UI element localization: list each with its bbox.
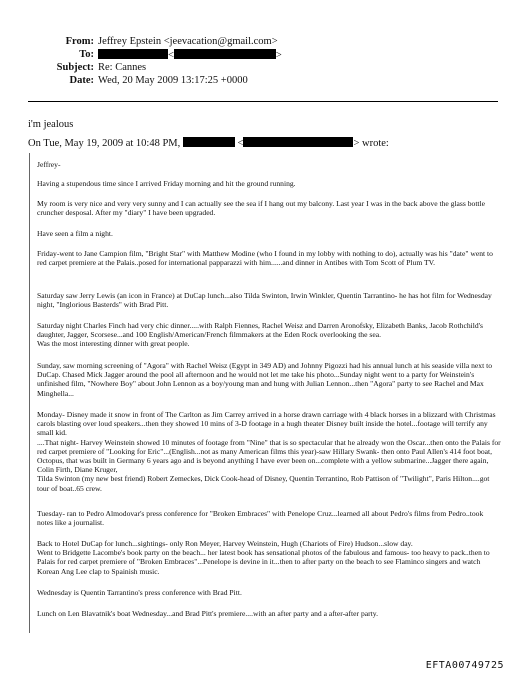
quoted-message	[29, 153, 502, 633]
redaction-block	[243, 137, 353, 147]
document-id: EFTA00749725	[425, 660, 504, 671]
redaction-block	[183, 137, 235, 147]
date-value: Wed, 20 May 2009 13:17:25 +0000	[98, 75, 248, 86]
subject-label: Subject:	[56, 62, 94, 73]
quoted-paragraph: Friday-went to Jane Campion film, "Bright Star" with Matthew Modine (who I found in my lobby with nothing to do), actually was his "date" went to red carpet premiere at the Palais..posed for international papparazzi with him......and dinner in Antibes with Tom Scott of Plum TV.	[37, 249, 493, 268]
quoted-paragraph: My room is very nice and very very sunny and I can actually see the sea if I hang out my balcony. Last year I was in the back above the glass bottle cruncher desposal. After my "diary" I have been upgraded.	[37, 199, 486, 218]
quoted-paragraph: Have seen a film a night.	[37, 229, 113, 238]
to-label: To:	[79, 49, 94, 60]
quoted-paragraph: Having a stupendous time since I arrived Friday morning and hit the ground running.	[37, 179, 296, 188]
quoted-paragraph: Saturday night Charles Finch had very chic dinner.....with Ralph Fiennes, Rachel Weisz and Darren Aronofsky, Elizabeth Banks, Jacob Rothchild's daughter, Jagger, Scorsese...and 100 English/American/French filmmakers at the Eden Rock overlooking the sea. Was the most interesting dinner with great people.	[37, 321, 483, 349]
redaction-block	[98, 49, 168, 59]
quote-intro-open: <	[237, 138, 244, 149]
quoted-paragraph: Tuesday- ran to Pedro Almodovar's press conference for "Broken Embraces" with Penelope Cruz...learned all about Pedro's films from Pedro..took notes like a journalist.	[37, 509, 484, 528]
quote-intro-prefix: On Tue, May 19, 2009 at 10:48 PM,	[28, 138, 181, 149]
quoted-paragraph: Sunday, saw morning screening of "Agora" with Rachel Weisz (Egypt in 349 AD) and Johnny Pigozzi had his annual lunch at his seaside villa next to DuCap. Chased Mick Jagger around the pool all afternoon and he would not let me take his photo...Sunday night went to a party for Weinstein's unfinished film, "Nowhere Boy" about John Lennon as a boy/young man and hung with Julian Lennon...then "Agora" party to see Rachel and Max Minghella...	[37, 361, 493, 398]
reply-text: i'm jealous	[28, 119, 74, 130]
quote-intro-suffix: > wrote:	[353, 138, 389, 149]
redaction-block	[174, 49, 276, 59]
to-close-bracket: >	[275, 50, 282, 61]
to-open-bracket: <	[168, 50, 174, 61]
quoted-paragraph: Jeffrey-	[37, 160, 61, 169]
quoted-paragraph: Lunch on Len Blavatnik's boat Wednesday...and Brad Pitt's premiere....with an after party and a after-after party.	[37, 609, 378, 618]
quoted-paragraph: Saturday saw Jerry Lewis (an icon in France) at DuCap lunch...also Tilda Swinton, Irwin Winkler, Quentin Tarrantino- he has hot film for Wednesday night, "Inglorious Basterds" with Brad Pitt.	[37, 291, 492, 310]
subject-value: Re: Cannes	[98, 62, 147, 73]
quoted-paragraph: Wednesday is Quentin Tarrantino's press conference with Brad Pitt.	[37, 588, 242, 597]
quoted-paragraph: Back to Hotel DuCap for lunch...sightings- only Ron Meyer, Harvey Weinstein, Hugh (Chariots of Fire) Hudson...slow day. Went to Bridgette Lacombe's book party on the beach... her latest book has sensational photos of the fabulous and famous- too heavy to pack..then to Palais for red carpet premiere of "Broken Embraces"...Penelope is devine in it...then to after party on the beach to see Flaminco singers and watch Korean Ang Lee clap to Spainish music.	[37, 539, 490, 576]
to-value	[98, 49, 282, 62]
header-divider	[28, 101, 498, 102]
from-label: From:	[65, 36, 94, 47]
date-label: Date:	[69, 75, 94, 86]
quote-intro	[28, 137, 389, 149]
quoted-paragraph: Monday- Disney made it snow in front of The Carlton as Jim Carrey arrived in a horse drawn carriage with 4 black horses in a blizzard with Christmas carols blasting over loud speakers...then they showed 10 mins of 3-D footage in a hugh theater Disney built inside the hotel...footage will terrify any small kid. ....That night- Harvey Weinstein showed 10 minutes of footage from "Nine" that is so spectacular that he already won the Oscar...then onto the Palais for red carpet premiere of "Looking for Eric"...(English...not as many American films this year)-saw Hillary Swank- then onto Paul Allen's 414 foot boat, Octopus, that was built in Germany 6 years ago and is beyond anything I have ever been on...complete with a yellow submarine...Jagger there again, Colin Firth, Diane Kruger, Tilda Swinton (my new best friend) Robert Zemeckes, Dick Cook-head of Disney, Quentin Terrantino, Rob Pattison of "Twilight", Paris Hilton....got tour of boat..65 crew.	[37, 410, 501, 493]
from-value: Jeffrey Epstein <jeevacation@gmail.com>	[98, 36, 278, 47]
